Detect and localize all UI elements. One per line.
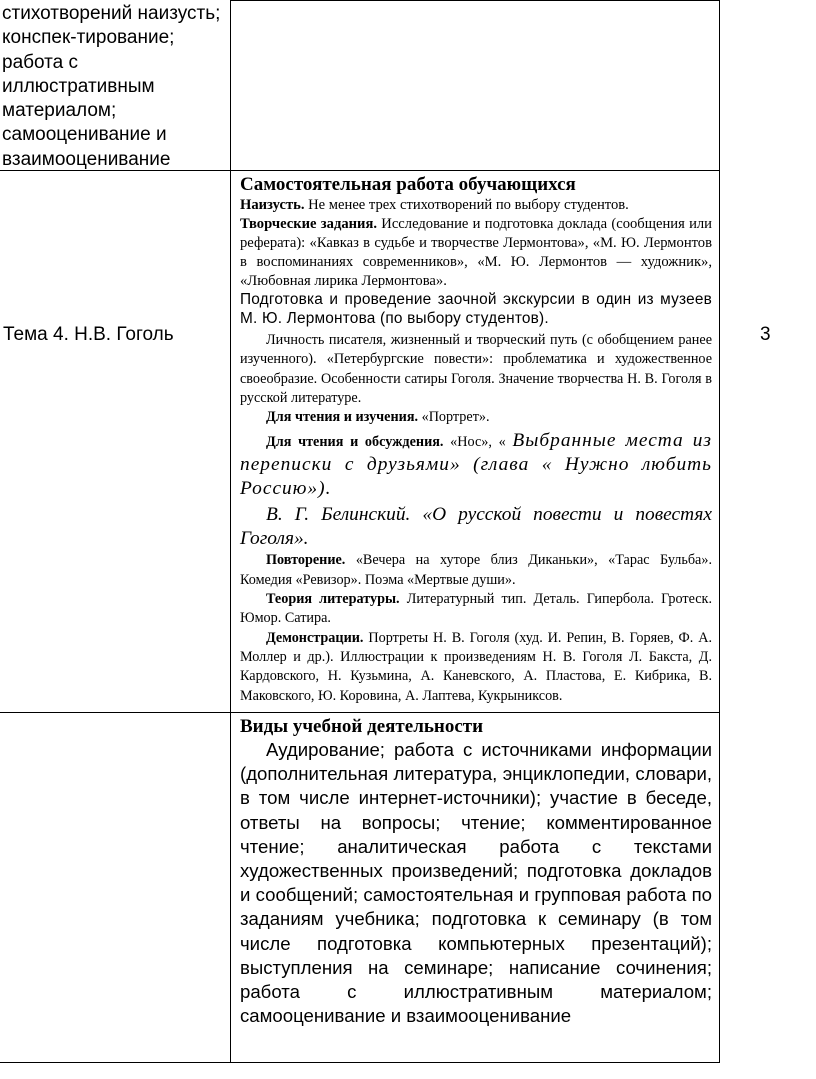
demo-label: Демонстрации. bbox=[266, 629, 364, 646]
reading-label: Для чтения и изучения. bbox=[266, 409, 419, 426]
table-border-col2 bbox=[719, 0, 720, 1062]
theory-text: Литературный тип. Деталь. Гипербола. Гротеск. Юмор. Сатира. bbox=[240, 591, 712, 627]
creative-text: Исследование и подготовка доклада (сообщения или реферата): «Кавказ в судьбе и творчестве Лермонтова», «М. Ю. Лермонтов в воспоминаниях современников», «М. Ю. Лермонтов — художник», «Любовная лирика Лермонтова». bbox=[240, 216, 712, 289]
table-border-row3 bbox=[0, 1062, 720, 1063]
discuss-paragraph bbox=[240, 429, 712, 501]
topic-intro: Личность писателя, жизненный и творческий путь (с обобщением ранее изученного). «Петербургские повести»: проблематика и художественное своеобразие. Особенности сатиры Гоголя. Значение творчества Н. В. Гоголя в русской литературе. bbox=[240, 332, 712, 406]
activities-title: Виды учебной деятельности bbox=[240, 716, 484, 737]
memorize-text: Не менее трех стихотворений по выбору студентов. bbox=[304, 197, 629, 213]
discuss-italic: Выбранные места из переписки с друзьями» (глава « Нужно любить Россию»). bbox=[240, 430, 713, 500]
creative-label: Творческие задания. bbox=[240, 216, 377, 232]
demo-paragraph bbox=[240, 629, 712, 706]
top-left-cell-text: стихотворений наизусть; конспек-тирование; работа с иллюстративным материалом; самооценивание и взаимооценивание bbox=[2, 3, 221, 170]
table-border-row2 bbox=[0, 712, 720, 713]
topic-content bbox=[240, 331, 712, 706]
reading-text: «Портрет». bbox=[418, 409, 490, 426]
theory-paragraph bbox=[240, 590, 712, 629]
topic-hours: 3 bbox=[760, 324, 771, 345]
creative-paragraph bbox=[240, 215, 712, 291]
memorize-paragraph bbox=[240, 196, 712, 215]
topic-title: Тема 4. Н.В. Гоголь bbox=[3, 324, 174, 345]
activities-text: Аудирование; работа с источниками информации (дополнительная литература, энциклопедии, словари, в том числе интернет-источники); участие в беседе, ответы на вопросы; чтение; комментированное чтение; аналитическая работа с текстами художественных произведений; подготовка докладов и сообщений; самостоятельная и групповая работа по заданиям учебника; подготовка к семинару (в том числе подготовка компьютерных презентаций); выступления на семинаре; написание сочинения; работа с иллюстративным материалом; самооценивание и взаимооценивание bbox=[240, 739, 712, 1027]
discuss-text: «Нос», « bbox=[443, 434, 513, 451]
discuss-label: Для чтения и обсуждения. bbox=[266, 434, 444, 451]
activities-section bbox=[240, 716, 712, 1028]
demo-text: Портреты Н. В. Гоголя (худ. И. Репин, В. Горяев, Ф. А. Моллер и др.). Иллюстрации к произведениям Н. В. Гоголя Л. Бакста, Д. Кардовского, Н. Кузьмина, А. Каневского, А. Пластова, Е. Кибрика, В. Маковского, Ю. Коровина, А. Лаптева, Кукрыниксов. bbox=[240, 629, 712, 704]
independent-work-title: Самостоятельная работа обучающихся bbox=[240, 174, 576, 195]
independent-work-section bbox=[240, 174, 712, 328]
table-border-row0 bbox=[230, 0, 720, 1]
repeat-label: Повторение. bbox=[266, 552, 346, 569]
repeat-text: «Вечера на хуторе близ Диканьки», «Тарас Бульба». Комедия «Ревизор». Поэма «Мертвые души». bbox=[240, 552, 712, 588]
belinsky-paragraph: В. Г. Белинский. «О русской повести и повестях Гоголя». bbox=[240, 504, 712, 550]
table-border-col1 bbox=[230, 0, 231, 1062]
excursion-paragraph: Подготовка и проведение заочной экскурсии в один из музеев М. Ю. Лермонтова (по выбору студентов). bbox=[240, 291, 712, 327]
repeat-paragraph bbox=[240, 551, 712, 590]
memorize-label: Наизусть. bbox=[240, 197, 305, 213]
theory-label: Теория литературы. bbox=[266, 591, 400, 608]
reading-paragraph bbox=[240, 408, 712, 427]
